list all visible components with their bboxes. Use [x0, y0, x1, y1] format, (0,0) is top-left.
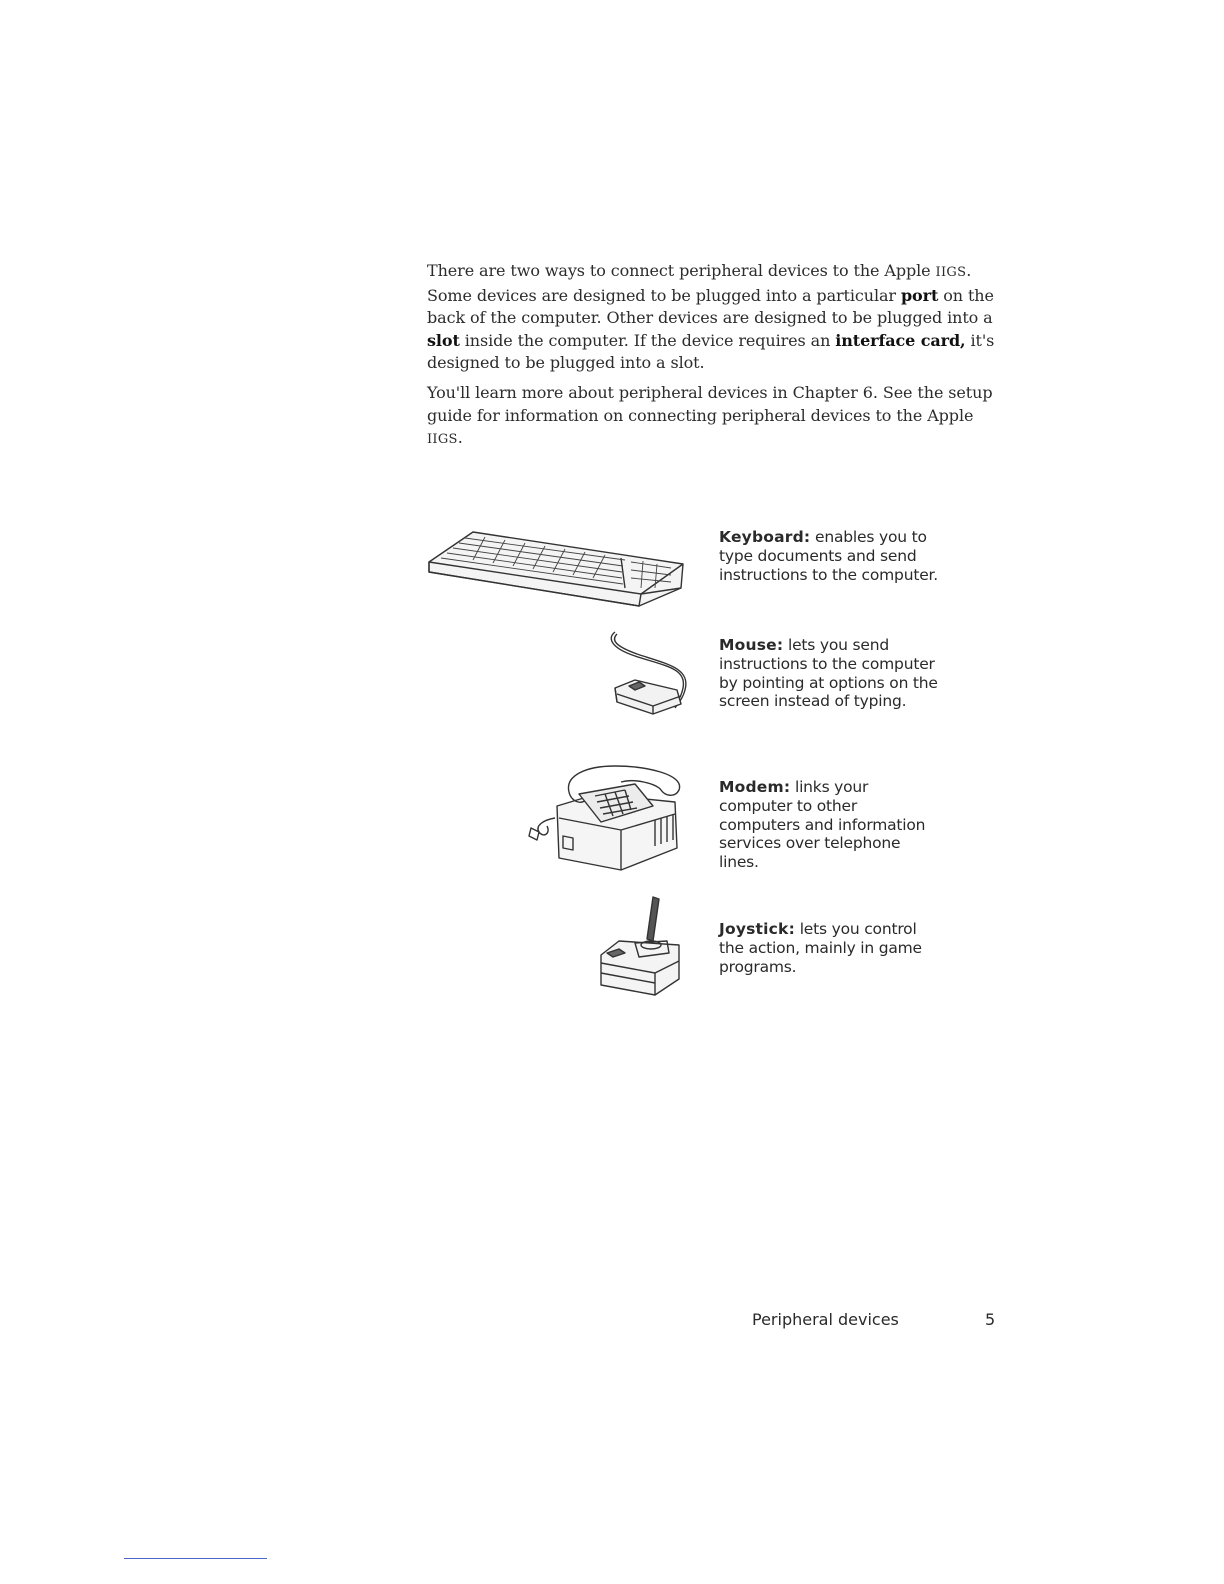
mouse-icon	[605, 628, 695, 720]
text-run: on the back of the computer. Other devices are designed to be plugged into a	[427, 285, 994, 327]
term-slot: slot	[427, 330, 460, 350]
keyboard-icon	[425, 528, 687, 610]
text-run: . Some devices are designed to be plugged into a particular	[427, 261, 972, 305]
page-number: 5	[985, 1310, 996, 1329]
keyboard-desc: enables you to type documents and send instructions to the computer.	[719, 528, 939, 584]
modem-desc: links your computer to other computers and information services over telephone lines.	[719, 778, 926, 872]
joystick-icon	[595, 893, 685, 1003]
mouse-term: Mouse:	[719, 636, 784, 654]
text-run: You'll learn more about peripheral devices in Chapter 6. See the setup guide for information on connecting peripheral devices to the Apple	[427, 383, 993, 425]
mouse-desc: lets you send instructions to the computer by pointing at options on the screen instead of typing.	[719, 636, 938, 711]
text-run: inside the computer. If the device requires an	[459, 330, 836, 350]
mouse-description	[719, 636, 939, 711]
chapter-reference-paragraph	[427, 382, 1002, 452]
joystick-term: Joystick:	[719, 920, 795, 938]
text-run: it's designed to be plugged into a slot.	[427, 330, 995, 372]
text-run: .	[457, 428, 463, 447]
model-name: IIGS	[935, 265, 967, 280]
model-name: IIGS	[427, 432, 458, 447]
modem-description	[719, 778, 939, 872]
joystick-desc: lets you control the action, mainly in game programs.	[719, 920, 922, 976]
text-run: There are two ways to connect peripheral devices to the Apple	[427, 261, 936, 280]
intro-paragraph	[427, 260, 1002, 375]
bottom-rule	[124, 1558, 267, 1559]
keyboard-description	[719, 528, 939, 584]
modem-icon	[525, 762, 685, 878]
term-port: port	[900, 285, 939, 305]
modem-term: Modem:	[719, 778, 791, 796]
keyboard-term: Keyboard:	[719, 528, 811, 546]
running-footer-title: Peripheral devices	[752, 1310, 899, 1329]
term-interface-card: interface card,	[835, 330, 966, 350]
joystick-description	[719, 920, 939, 976]
